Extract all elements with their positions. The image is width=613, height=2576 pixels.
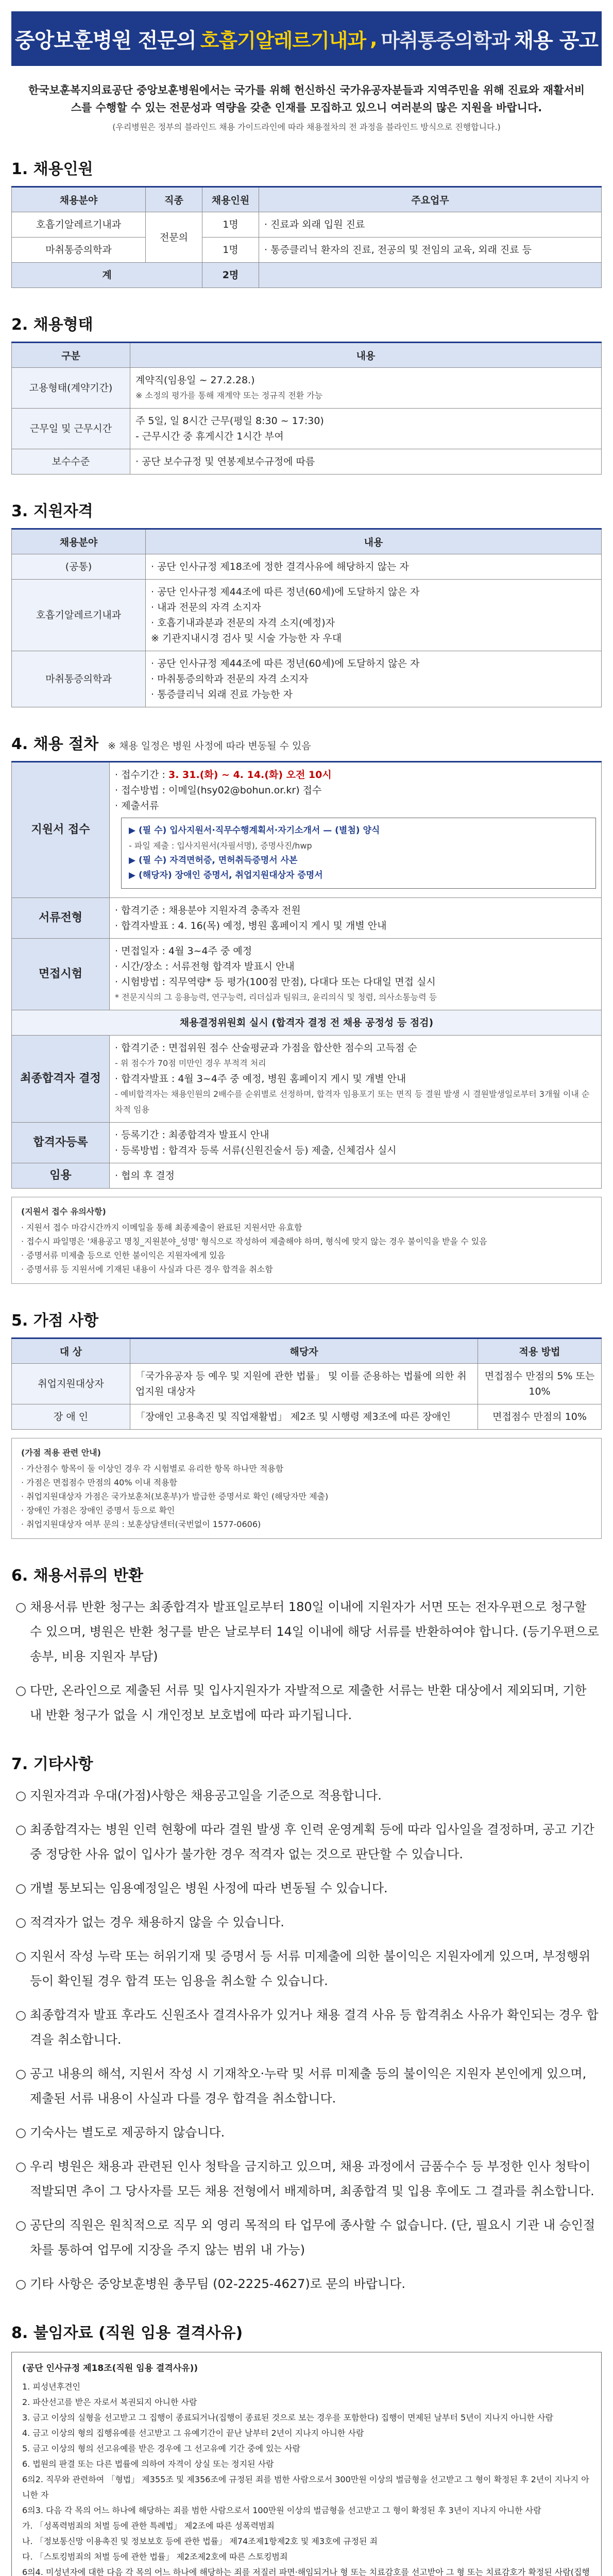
title-dept1: 호흡기알레르기내과: [200, 29, 366, 52]
employment-type-table: 구분 내용 고용형태(계약기간) 계약직(임용일 ~ 27.2.28.) ※ 소정의 평가를 통해 재계약 또는 정규직 전환 가능 근무일 및 근무시간 주 5일, 일 8시간 근무(평일 8:30 ~ 17:30) - 근무시간 중 휴게시간 1시간 부여 보수수준 · 공단 보수규정 및 연봉제보수규정에 따름: [11, 342, 602, 474]
section-5-title: 5. 가점 사항: [11, 1312, 99, 1330]
job-posting-page: [0, 11, 613, 2576]
paragraph: ○ 최종합격자는 병원 인력 현황에 따라 결원 발생 후 인력 운영계획 등에 따라 입사일을 결정하며, 공고 기간 중 정당한 사유 없이 입사가 불가한 경우 적격자 없는 것으로 판단할 수 있습니다.: [15, 1822, 594, 1861]
table-row: 호흡기알레르기내과 · 공단 인사규정 제44조에 따른 정년(60세)에 도달하지 않은 자 · 내과 전문의 자격 소지자 · 호흡기내과분과 전문의 자격 소지(예정)자 ※ 기관지내시경 검사 및 시술 가능한 자 우대: [12, 580, 602, 651]
intro-text: 한국보훈복지의료공단 중앙보훈병원에서는 국가를 위해 헌신하신 국가유공자분들과 지역주민을 위해 진료와 재활서비스를 수행할 수 있는 전문성과 역량을 갖춘 인재를 모집하고 있으니 여러분의 많은 지원을 바랍니다.: [28, 84, 585, 114]
qualification-table: 채용분야 내용 (공통) · 공단 인사규정 제18조에 정한 결격사유에 해당하지 않는 자 호흡기알레르기내과 · 공단 인사규정 제44조에 따른 정년(60세)에 도달하지 않은 자 · 내과 전문의 자격 소지자 · 호흡기내과분과 전문의 자격 소지(예정)자 ※ 기관지내시경 검사 및 시술 가능한 자 우대 마취통증의학과 · 공단 인사규정 제44조에 따른 정년(60세)에 도달하지 않은 자 · 마취통증의학과 전문의 자격 소지자 · 통증클리닉 외래 진료 가능한 자: [11, 528, 602, 707]
table-row: 보수수준 · 공단 보수규정 및 연봉제보수규정에 따름: [12, 449, 602, 474]
title-dept2: 마취통증의학과: [381, 29, 510, 52]
title-sep: ,: [370, 27, 377, 50]
section-2-title: 2. 채용형태: [11, 316, 93, 334]
paragraph: ○ 최종합격자 발표 후라도 신원조사 결격사유가 있거나 채용 결격 사유 등 합격취소 사유가 확인되는 경우 합격을 취소합니다.: [15, 2008, 599, 2047]
table-row: 취업지원대상자 「국가유공자 등 예우 및 지원에 관한 법률」 및 이를 준용하는 법률에 의한 취업지원 대상자 면접점수 만점의 5% 또는 10%: [12, 1364, 602, 1404]
paragraph: ○ 다만, 온라인으로 제출된 서류 및 입사지원자가 자발적으로 제출한 서류는 반환 대상에서 제외되며, 기한 내 반환 청구가 없을 시 개인정보 보호법에 따라 파기됩니다.: [15, 1683, 587, 1722]
table-row: 근무일 및 근무시간 주 5일, 일 8시간 근무(평일 8:30 ~ 17:30) - 근무시간 중 휴게시간 1시간 부여: [12, 409, 602, 449]
col-field: 채용분야: [12, 187, 146, 212]
table-row: 마취통증의학과 1명 · 통증클리닉 환자의 진료, 전공의 및 전임의 교육, 외래 진료 등: [12, 238, 602, 263]
table-row: 호흡기알레르기내과 전문의 1명 · 진료과 외래 입원 진료: [12, 212, 602, 238]
paragraph: ○ 기타 사항은 중앙보훈병원 총무팀 (02-2225-4627)로 문의 바랍니다.: [15, 2277, 406, 2291]
col-count: 채용인원: [202, 187, 259, 212]
schedule-note: ※ 채용 일정은 병원 사정에 따라 변동될 수 있음: [108, 740, 311, 752]
required-docs-box: ▶ (필 수) 입사지원서·직무수행계획서·자기소개서 — (별첨) 양식 - 파일 제출 : 입사지원서(자필서명), 증명사진/hwp ▶ (필 수) 자격면허증, 면허취득증명서 사본 ▶ (해당자) 장애인 증명서, 취업지원대상자 증명서: [121, 818, 596, 889]
bonus-points-table: 대 상 해당자 적용 방법 취업지원대상자 「국가유공자 등 예우 및 지원에 관한 법률」 및 이를 준용하는 법률에 의한 취업지원 대상자 면접점수 만점의 5% 또는 10% 장 애 인 「장애인 고용촉진 및 직업재활법」 제2조 및 시행령 제3조에 따른 장애인 면접점수 만점의 10%: [11, 1337, 602, 1430]
table-row: 고용형태(계약기간) 계약직(임용일 ~ 27.2.28.) ※ 소정의 평가를 통해 재계약 또는 정규직 전환 가능: [12, 368, 602, 409]
table-row: 면접시험 · 면접일자 : 4월 3~4주 중 예정 · 시간/장소 : 서류전형 합격자 발표시 안내 · 시험방법 : 직무역량* 등 평가(100점 만점), 다대다 또는 다대일 면접 실시 * 전문지식의 그 응용능력, 연구능력, 리더십과 팀워크, 윤리의식 및 청렴, 의사소통능력 등: [12, 939, 602, 1010]
paragraph: ○ 기숙사는 별도로 제공하지 않습니다.: [15, 2125, 225, 2140]
section-8-title: 8. 불임자료 (직원 임용 결격사유): [11, 2324, 243, 2342]
disqualification-box: (공단 인사규정 제18조(직원 임용 결격사유)) 1. 피성년후견인 2. 파산선고를 받은 자로서 복권되지 아니한 사람 3. 금고 이상의 실형을 선고받고 그 집행이 종료되거나(집행이 종료된 것으로 보는 경우를 포함한다) 집행이 면제된 날부터 5년이 지나지 아니한 사람 4. 금고 이상의 형의 집행유예를 선고받고 그 유예기간이 끝난 날부터 2년이 지나지 아니한 사람 5. 금고 이상의 형의 선고유예를 받은 경우에 그 선고유예 기간 중에 있는 사람 6. 법원의 판결 또는 다른 법률에 의하여 자격이 상실 또는 정지된 사람 6의2. 직무와 관련하여 「형법」 제355조 및 제356조에 규정된 죄를 범한 사람으로서 300만원 이상의 벌금형을 선고받고 그 형이 확정된 후 2년이 지나지 아니한 자 6의3. 다음 각 목의 어느 하나에 해당하는 죄를 범한 사람으로서 100만원 이상의 벌금형을 선고받고 그 형이 확정된 후 3년이 지나지 아니한 사람 가. 「성폭력범죄의 처벌 등에 관한 특례법」 제2조에 따른 성폭력범죄 나. 「정보통신망 이용촉진 및 정보보호 등에 관한 법률」 제74조제1항제2호 및 제3호에 규정된 죄 다. 「스토킹범죄의 처벌 등에 관한 법률」 제2조제2호에 따른 스토킹범죄 6의4. 미성년자에 대한 다음 각 목의 어느 하나에 해당하는 죄를 저질러 파면·해임되거나 형 또는 치료감호를 선고받아 그 형 또는 치료감호가 확정된 사람(집행: [11, 2352, 602, 2576]
table-row: 서류전형 · 합격기준 : 채용분야 지원자격 충족자 전원 · 합격자발표 : 4. 16(목) 예정, 병원 홈페이지 게시 및 개별 안내: [12, 898, 602, 939]
title-suffix: 채용 공고: [514, 28, 598, 53]
table-row: 합격자등록 · 등록기간 : 최종합격자 발표시 안내 · 등록방법 : 합격자 등록 서류(신원진술서 등) 제출, 신체검사 실시: [12, 1123, 602, 1163]
application-notes: (지원서 접수 유의사항) · 지원서 접수 마감시간까지 이메일을 통해 최종제출이 완료된 지원서만 유효함 · 접수시 파일명은 '채용공고 명칭_지원분야_성명' 형식으로 작성하여 제출해야 하며, 형식에 맞지 않는 경우 불이익을 받을 수 있음 · 증명서류 미제출 등으로 인한 불이익은 지원자에게 있음 · 증명서류 등 지원서에 기재된 내용이 사실과 다른 경우 합격을 취소함: [11, 1197, 602, 1284]
bonus-notes: (가점 적용 관련 안내) · 가산점수 항목이 둘 이상인 경우 각 시험별로 유리한 항목 하나만 적용함 · 가점은 면접점수 만점의 40% 이내 적용함 · 취업지원대상자 가점은 국가보훈처(보훈부)가 발급한 증명서로 확인 (해당자만 제출) · 장애인 가점은 장애인 증명서 등으로 확인 · 취업지원대상자 여부 문의 : 보훈상담센터(국번없이 1577-0606): [11, 1438, 602, 1539]
paragraph: ○ 개별 통보되는 임용예정일은 병원 사정에 따라 변동될 수 있습니다.: [15, 1881, 388, 1895]
table-row: 지원서 접수 · 접수기간 : 3. 31.(화) ~ 4. 14.(화) 오전 10시 · 접수방법 : 이메일(hsy02@bohun.or.kr) 접수 · 제출서류 ▶ (필 수) 입사지원서·직무수행계획서·자기소개서 — (별첨) 양식 - 파일 제출 : 입사지원서(자필서명), 증명사진/hwp ▶ (필 수) 자격면허증, 면허취득증명서 사본 ▶ (해당자) 장애인 증명서, 취업지원대상자 증명서: [12, 762, 602, 898]
total-row: 계 2명: [12, 263, 602, 288]
section-3-title: 3. 지원자격: [11, 502, 93, 520]
paragraph: ○ 공고 내용의 해석, 지원서 작성 시 기재착오·누락 및 서류 미제출 등의 불이익은 지원자 본인에게 있으며, 제출된 서류 내용이 사실과 다를 경우 합격을 취소합니다.: [15, 2066, 587, 2106]
section-1-title: 1. 채용인원: [11, 160, 93, 178]
paragraph: ○ 우리 병원은 채용과 관련된 인사 청탁을 금지하고 있으며, 채용 과정에서 금품수수 등 부정한 인사 청탁이 적발되면 추이 그 당사자를 모든 채용 전형에서 배제하며, 최종합격 및 입용 후에도 그 결과를 취소합니다.: [15, 2159, 594, 2198]
intro-note: (우리병원은 정부의 블라인드 채용 가이드라인에 따라 채용절차의 전 과정을 블라인드 방식으로 진행합니다.): [112, 122, 501, 132]
paragraph: ○ 지원서 작성 누락 또는 허위기재 및 증명서 등 서류 미제출에 의한 불이익은 지원자에게 있으며, 부정행위 등이 확인될 경우 합격 또는 임용을 취소할 수 있습니다.: [15, 1949, 591, 1988]
table-row: 장 애 인 「장애인 고용촉진 및 직업재활법」 제2조 및 시행령 제3조에 따른 장애인 면접점수 만점의 10%: [12, 1404, 602, 1430]
paragraph: ○ 적격자가 없는 경우 채용하지 않을 수 있습니다.: [15, 1915, 284, 1929]
col-type: 직종: [146, 187, 202, 212]
recruitment-table: [11, 186, 602, 288]
table-row: 최종합격자 결정 · 합격기준 : 면접위원 점수 산술평균과 가점을 합산한 점수의 고득점 순 - 위 점수가 70점 미만인 경우 부적격 처리 · 합격자발표 : 4월 3~4주 중 예정, 병원 홈페이지 게시 및 개별 안내 - 예비합격자는 채용인원의 2배수를 순위별로 선정하며, 합격자 임용포기 또는 면직 등 결원 발생 시 결원발생일로부터 3개월 이내 순차적 임용: [12, 1036, 602, 1123]
posting-title: [11, 11, 602, 66]
paragraph: ○ 공단의 직원은 원칙적으로 직무 외 영리 목적의 타 업무에 종사할 수 없습니다. (단, 필요시 기관 내 승인절차를 통하여 업무에 지장을 주지 않는 범위 내 가능): [15, 2218, 595, 2257]
paragraph: ○ 채용서류 반환 청구는 최종합격자 발표일로부터 180일 이내에 지원자가 서면 또는 전자우편으로 청구할 수 있으며, 병원은 반환 청구를 받은 날로부터 14일 이내에 해당 서류를 반환하여야 합니다. (등기우편으로 송부, 비용 지원자 부담): [15, 1600, 599, 1664]
section-4-title: 4. 채용 절차 ※ 채용 일정은 병원 사정에 따라 변동될 수 있음: [11, 735, 311, 753]
procedure-table: [11, 761, 602, 1189]
title-prefix: 중앙보훈병원 전문의: [15, 28, 196, 53]
table-row: 마취통증의학과 · 공단 인사규정 제44조에 따른 정년(60세)에 도달하지 않은 자 · 마취통증의학과 전문의 자격 소지자 · 통증클리닉 외래 진료 가능한 자: [12, 651, 602, 707]
table-row: (공통) · 공단 인사규정 제18조에 정한 결격사유에 해당하지 않는 자: [12, 554, 602, 580]
section-6-title: 6. 채용서류의 반환: [11, 1567, 144, 1585]
table-row: 채용결정위원회 실시 (합격자 결정 전 채용 공정성 등 점검): [12, 1010, 602, 1036]
section-7-title: 7. 기타사항: [11, 1755, 93, 1773]
paragraph: ○ 지원자격과 우대(가점)사항은 채용공고일을 기준으로 적용합니다.: [15, 1788, 382, 1803]
col-duty: 주요업무: [259, 187, 602, 212]
table-row: 임용 · 협의 후 결정: [12, 1163, 602, 1189]
